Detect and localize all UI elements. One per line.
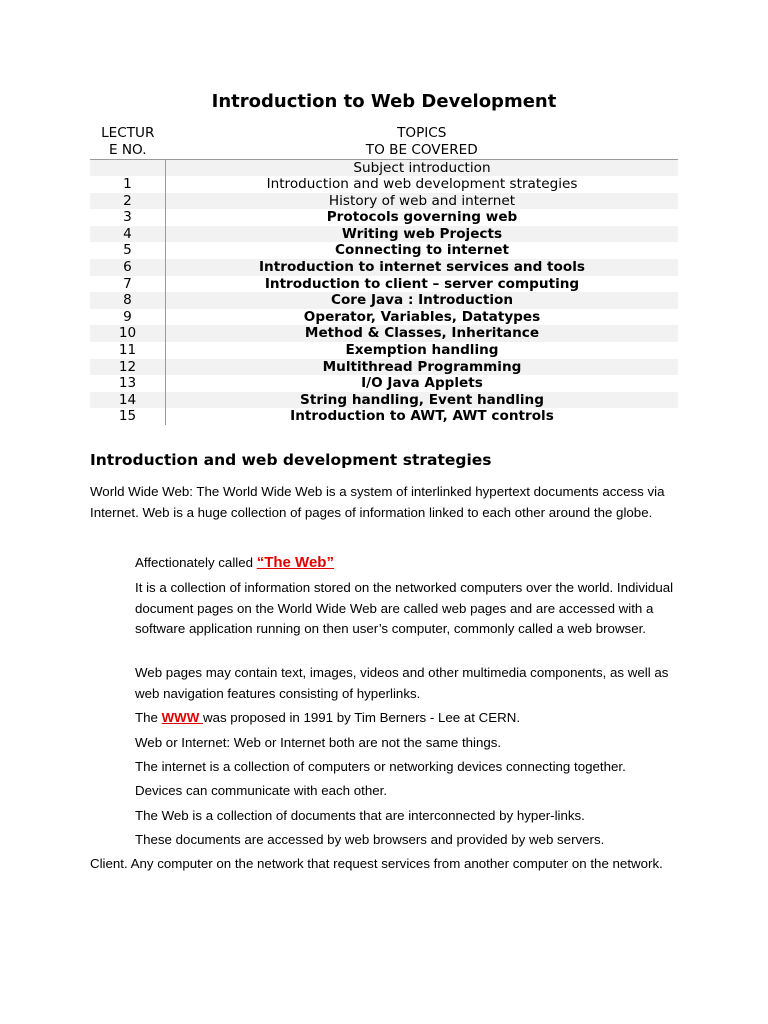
header-lecture-no-line1: LECTUR [101, 125, 155, 142]
table-row [90, 325, 678, 342]
www-highlight: WWW [161, 710, 203, 725]
lecture-topic: Operator, Variables, Datatypes [303, 308, 541, 325]
lecture-no: 13 [90, 375, 166, 392]
table-row [90, 193, 678, 210]
www-suffix: was proposed in 1991 by Tim Berners - Lee at CERN. [202, 710, 521, 725]
table-row [90, 292, 678, 309]
lecture-no: 9 [90, 309, 166, 326]
header-topics [166, 125, 679, 159]
lecture-no: 5 [90, 242, 166, 259]
table-row [90, 259, 678, 276]
lecture-no: 3 [90, 209, 166, 226]
lecture-no [90, 159, 166, 176]
lecture-topic: Exemption handling [345, 342, 499, 359]
section-heading: Introduction and web development strategies [90, 451, 492, 469]
lecture-topic: Subject introduction [166, 159, 679, 176]
lecture-no: 8 [90, 292, 166, 309]
table-row [90, 276, 678, 293]
collection-paragraph: It is a collection of information stored on the networked computers over the world. Individual document pages on the World Wide Web are called web pages and are accessed with a software application running on then user’s computer, commonly called a web browser. [135, 580, 674, 636]
lecture-topic: Multithread Programming [166, 359, 679, 376]
lecture-no: 6 [90, 259, 166, 276]
lecture-no: 15 [90, 408, 166, 425]
lecture-no: 2 [90, 193, 166, 210]
devices-paragraph: Devices can communicate with each other. [135, 783, 388, 798]
intro-paragraph: World Wide Web: The World Wide Web is a system of interlinked hypertext documents access via Internet. Web is a huge collection of pages of information linked to each other around the globe. [90, 484, 665, 520]
lecture-no: 14 [90, 392, 166, 409]
table-row [90, 392, 678, 409]
lecture-no: 4 [90, 226, 166, 243]
lecture-topic: I/O Java Applets [361, 375, 483, 392]
table-row [90, 226, 678, 243]
table-header-row [90, 125, 678, 159]
lecture-topic: Introduction to internet services and tools [166, 259, 679, 276]
table-row [90, 309, 678, 326]
web-pages-paragraph: Web pages may contain text, images, videos and other multimedia components, as well as web navigation features consisting of hyperlinks. [135, 665, 669, 701]
lecture-topic: Introduction to AWT, AWT controls [290, 408, 554, 425]
lecture-no: 12 [90, 359, 166, 376]
lecture-no: 1 [90, 176, 166, 193]
web-or-internet-paragraph: Web or Internet: Web or Internet both are not the same things. [135, 735, 502, 750]
www-prefix: The [135, 710, 162, 725]
the-web-highlight: “The Web” [256, 554, 334, 571]
table-row [90, 408, 678, 425]
table-row [90, 176, 678, 193]
table-row [90, 209, 678, 226]
header-lecture-no [90, 125, 166, 159]
table-row [90, 159, 678, 176]
lecture-no: 10 [90, 325, 166, 342]
header-topics-line2: TO BE COVERED [365, 141, 478, 158]
lecture-topic: Writing web Projects [166, 226, 679, 243]
accessed-paragraph: These documents are accessed by web browsers and provided by web servers. [135, 832, 605, 847]
lecture-table [90, 125, 678, 425]
web-docs-paragraph: The Web is a collection of documents that are interconnected by hyper-links. [135, 808, 585, 823]
internet-paragraph: The internet is a collection of computers or networking devices connecting together. [135, 759, 626, 774]
lecture-topic: Method & Classes, Inheritance [166, 325, 679, 342]
lecture-topic: Connecting to internet [335, 242, 509, 259]
lecture-topic: Protocols governing web [326, 209, 518, 226]
header-topics-line1: TOPICS [397, 125, 447, 142]
table-row [90, 359, 678, 376]
table-row [90, 242, 678, 259]
lecture-topic: Introduction and web development strategies [266, 176, 578, 193]
lecture-topic: History of web and internet [166, 193, 679, 210]
lecture-topic: String handling, Event handling [166, 392, 679, 409]
table-row [90, 342, 678, 359]
affectionately-line [135, 553, 680, 574]
page-title: Introduction to Web Development [211, 91, 557, 112]
lecture-topic: Introduction to client – server computing [264, 275, 580, 292]
affectionately-prefix: Affectionately called [135, 555, 257, 570]
www-line [135, 708, 680, 729]
table-row [90, 375, 678, 392]
lecture-topic: Core Java : Introduction [166, 292, 679, 309]
client-paragraph: Client. Any computer on the network that request services from another computer on the network. [90, 856, 663, 871]
header-lecture-no-line2: E NO. [108, 141, 147, 158]
lecture-no: 11 [90, 342, 166, 359]
lecture-no: 7 [90, 276, 166, 293]
